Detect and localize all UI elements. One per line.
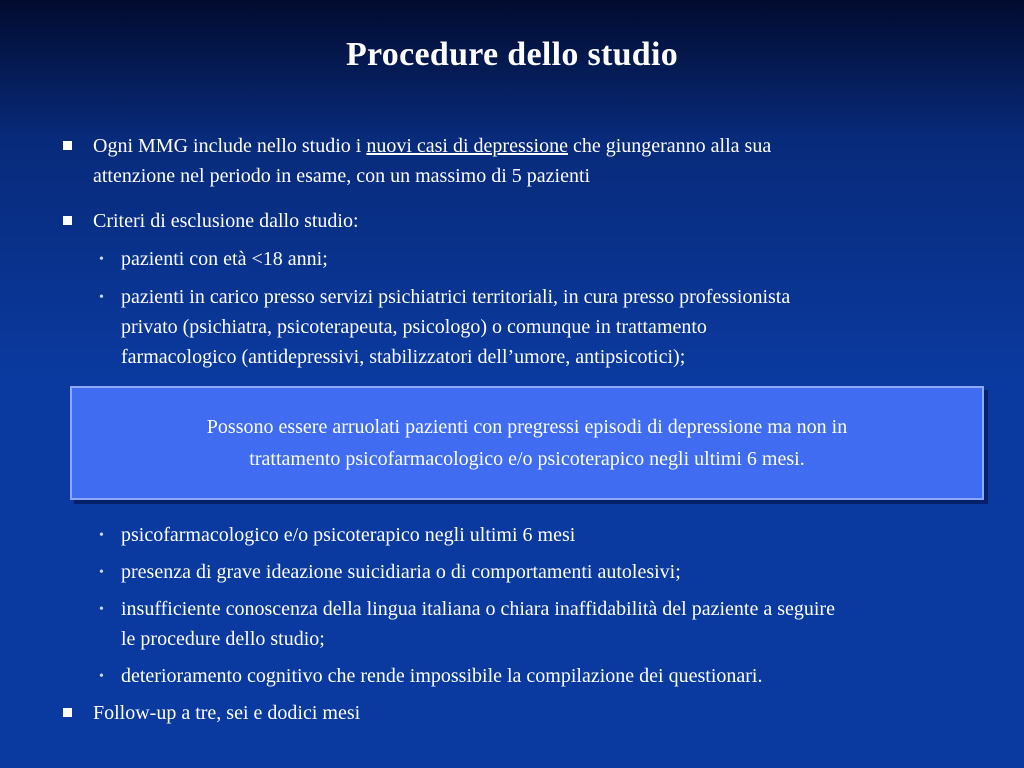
dot-bullet-icon: • bbox=[99, 565, 104, 580]
square-bullet-icon bbox=[63, 708, 72, 717]
bullet-item bbox=[93, 131, 771, 161]
callout-line: Possono essere arruolati pazienti con pregressi episodi di depressione ma non in bbox=[206, 416, 848, 438]
bullet-item bbox=[93, 698, 360, 728]
dot-bullet-icon: • bbox=[99, 528, 104, 543]
slide-title: Procedure dello studio bbox=[345, 36, 679, 73]
callout-line: trattamento psicofarmacologico e/o psicoterapico negli ultimi 6 mesi. bbox=[249, 448, 805, 470]
sub-bullet-text: deterioramento cognitivo che rende impossibile la compilazione dei questionari. bbox=[121, 665, 763, 687]
highlight-link: nuovi casi di depressione bbox=[366, 135, 568, 157]
dot-bullet-icon: • bbox=[99, 252, 104, 267]
sub-bullet-item bbox=[99, 244, 328, 274]
sub-bullet-text: psicofarmacologico e/o psicoterapico negli ultimi 6 mesi bbox=[121, 524, 576, 546]
square-bullet-icon bbox=[63, 216, 72, 225]
bullet-text: che giungeranno alla sua bbox=[567, 135, 772, 157]
sub-bullet-continuation: farmacologico (antidepressivi, stabilizzatori dell’umore, antipsicotici); bbox=[121, 346, 686, 368]
bullet-item bbox=[93, 206, 359, 236]
sub-bullet-item bbox=[99, 520, 576, 550]
sub-bullet-item bbox=[99, 557, 681, 587]
bullet-text: Ogni MMG include nello studio i bbox=[93, 135, 367, 157]
sub-bullet-item bbox=[99, 661, 763, 691]
callout-box bbox=[70, 386, 984, 500]
sub-bullet-text: pazienti in carico presso servizi psichiatrici territoriali, in cura presso professionista bbox=[121, 286, 791, 308]
bullet-text: Criteri di esclusione dallo studio: bbox=[93, 210, 359, 232]
bullet-continuation: attenzione nel periodo in esame, con un massimo di 5 pazienti bbox=[93, 165, 591, 187]
dot-bullet-icon: • bbox=[99, 290, 104, 305]
callout-text bbox=[207, 411, 847, 475]
sub-bullet-text: presenza di grave ideazione suicidiaria o di comportamenti autolesivi; bbox=[121, 561, 681, 583]
sub-bullet-item bbox=[99, 282, 791, 312]
sub-bullet-item bbox=[99, 594, 835, 624]
square-bullet-icon bbox=[63, 141, 72, 150]
sub-bullet-continuation: le procedure dello studio; bbox=[121, 628, 325, 650]
sub-bullet-text: insufficiente conoscenza della lingua italiana o chiara inaffidabilità del paziente a seguire bbox=[121, 598, 835, 620]
sub-bullet-continuation: privato (psichiatra, psicoterapeuta, psicologo) o comunque in trattamento bbox=[121, 316, 707, 338]
dot-bullet-icon: • bbox=[99, 669, 104, 684]
sub-bullet-text: pazienti con età <18 anni; bbox=[121, 248, 328, 270]
bullet-text: Follow-up a tre, sei e dodici mesi bbox=[93, 702, 361, 724]
dot-bullet-icon: • bbox=[99, 602, 104, 617]
